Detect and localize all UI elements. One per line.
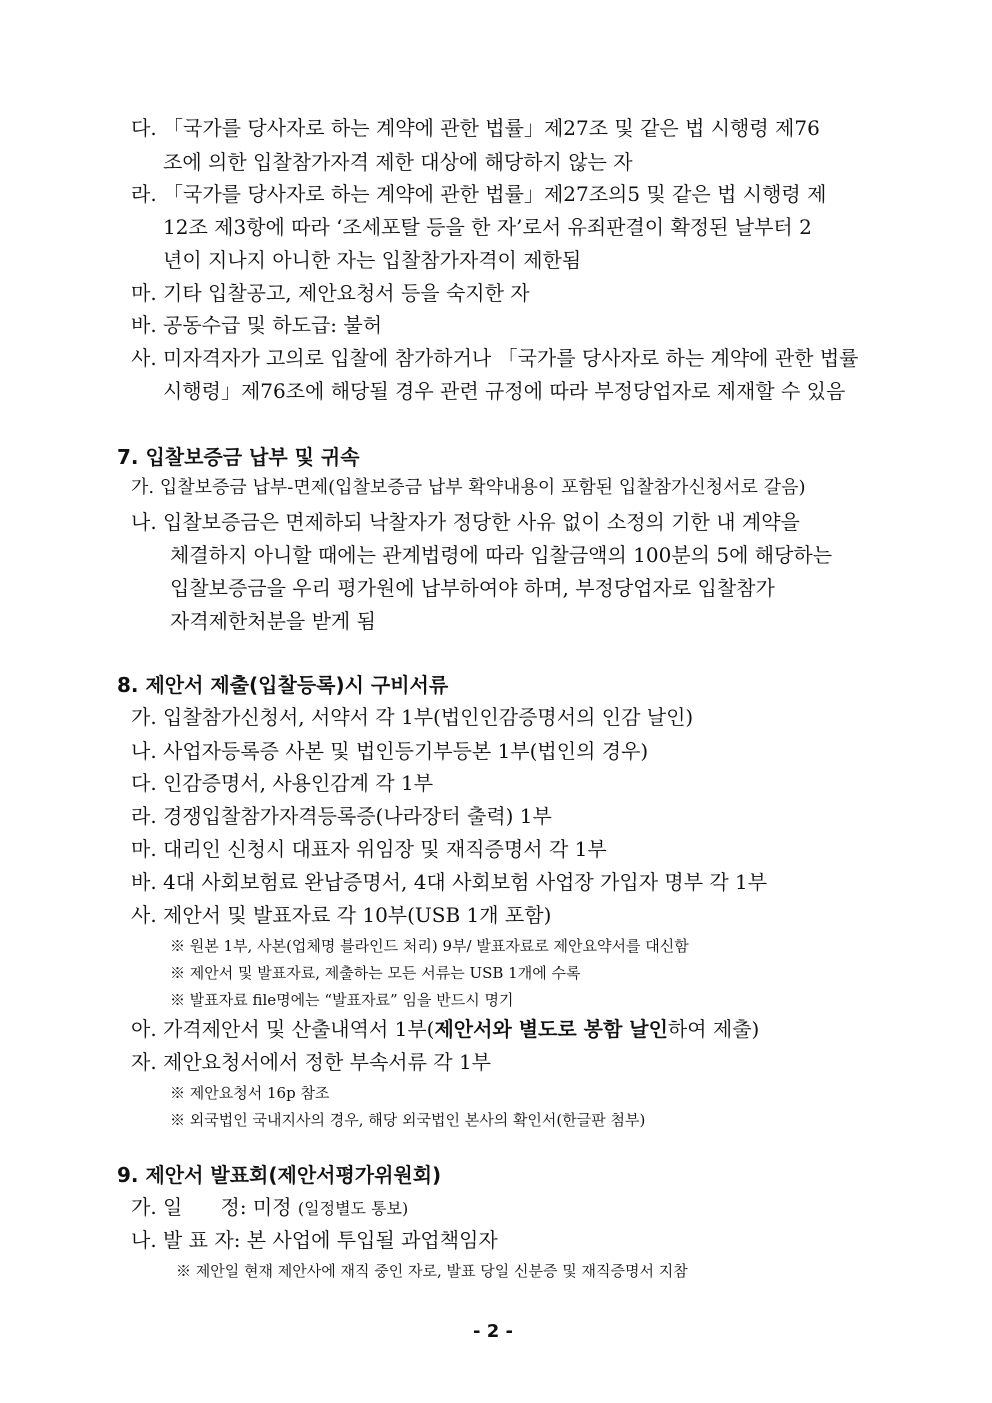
sec7-item-na-line2: 체결하지 아니할 때에는 관계법령에 따라 입찰금액의 100분의 5에 해당하는	[170, 543, 833, 567]
page-number: - 2 -	[473, 1321, 513, 1342]
sec6-item-ma: 마. 기타 입찰공고, 제안요청서 등을 숙지한 자	[131, 281, 530, 305]
sec8-sa-note-1: ※ 원본 1부, 사본(업체명 블라인드 처리) 9부/ 발표자료로 제안요약서를 대신함	[170, 937, 689, 955]
sec9-title: 9. 제안서 발표회(제안서평가위원회)	[117, 1163, 442, 1187]
sec9-item-ga	[131, 1197, 408, 1217]
sec7-item-na-line3: 입찰보증금을 우리 평가원에 납부하여야 하며, 부정당업자로 입찰참가	[170, 576, 775, 600]
sec7-item-ga: 가. 입찰보증금 납부-면제(입찰보증금 납부 확약내용이 포함된 입찰참가신청서로 갈음)	[131, 477, 806, 498]
sec8-sa-note-3: ※ 발표자료 file명에는 “발표자료” 임을 반드시 명기	[170, 991, 514, 1009]
sec8-item-ba: 바. 4대 사회보험료 완납증명서, 4대 사회보험 사업장 가입자 명부 각 1부	[131, 870, 768, 894]
sec8-title: 8. 제안서 제출(입찰등록)시 구비서류	[117, 673, 449, 697]
sec6-item-da-line2: 조에 의한 입찰참가자격 제한 대상에 해당하지 않는 자	[163, 150, 633, 174]
sec7-item-na-line1: 나. 입찰보증금은 면제하되 낙찰자가 정당한 사유 없이 소정의 기한 내 계약을	[131, 510, 800, 534]
sec9-item-ga-label: 가. 일 정: 미정	[131, 1195, 292, 1219]
sec9-item-na: 나. 발 표 자: 본 사업에 투입될 과업책임자	[131, 1228, 498, 1252]
sec8-item-a-pre: 아. 가격제안서 및 산출내역서 1부(	[131, 1017, 435, 1041]
sec8-ja-note-1: ※ 제안요청서 16p 참조	[170, 1084, 330, 1102]
sec8-item-da: 다. 인감증명서, 사용인감계 각 1부	[131, 771, 434, 795]
sec7-title: 7. 입찰보증금 납부 및 귀속	[117, 445, 360, 469]
sec9-item-ga-small: (일정별도 통보)	[297, 1199, 409, 1218]
sec8-item-ra: 라. 경쟁입찰참가자격등록증(나라장터 출력) 1부	[131, 804, 552, 828]
sec7-item-na-line4: 자격제한처분을 받게 됨	[170, 609, 376, 633]
sec6-item-ra-line2: 12조 제3항에 따라 ‘조세포탈 등을 한 자’로서 유죄판결이 확정된 날부터 2	[163, 215, 812, 239]
sec6-item-sa-line2: 시행령」제76조에 해당될 경우 관련 규정에 따라 부정당업자로 제재할 수 있음	[163, 379, 846, 403]
sec6-item-sa-line1: 사. 미자격자가 고의로 입찰에 참가하거나 「국가를 당사자로 하는 계약에 관한 법률	[131, 346, 859, 370]
sec8-item-a	[131, 1019, 759, 1039]
sec6-item-ra-line3: 년이 지나지 아니한 자는 입찰참가자격이 제한됨	[163, 248, 582, 272]
sec6-item-ra-line1: 라. 「국가를 당사자로 하는 계약에 관한 법률」제27조의5 및 같은 법 시행령 제	[131, 182, 827, 206]
sec8-item-a-post: 하여 제출)	[667, 1017, 760, 1041]
sec8-item-ma: 마. 대리인 신청시 대표자 위임장 및 재직증명서 각 1부	[131, 837, 607, 861]
sec9-note: ※ 제안일 현재 제안사에 재직 중인 자로, 발표 당일 신분증 및 재직증명서 지참	[176, 1262, 688, 1280]
sec8-item-na: 나. 사업자등록증 사본 및 법인등기부등본 1부(법인의 경우)	[131, 739, 649, 763]
sec8-item-sa: 사. 제안서 및 발표자료 각 10부(USB 1개 포함)	[131, 903, 552, 927]
sec8-item-ja: 자. 제안요청서에서 정한 부속서류 각 1부	[131, 1050, 491, 1074]
sec8-item-ga: 가. 입찰참가신청서, 서약서 각 1부(법인인감증명서의 인감 날인)	[131, 705, 694, 729]
sec8-ja-note-2: ※ 외국법인 국내지사의 경우, 해당 외국법인 본사의 확인서(한글판 첨부)	[170, 1111, 646, 1129]
sec6-item-da-line1: 다. 「국가를 당사자로 하는 계약에 관한 법률」제27조 및 같은 법 시행령 제76	[131, 116, 820, 140]
sec8-item-a-bold: 제안서와 별도로 봉함 날인	[434, 1017, 668, 1041]
sec8-sa-note-2: ※ 제안서 및 발표자료, 제출하는 모든 서류는 USB 1개에 수록	[170, 964, 581, 982]
sec6-item-ba: 바. 공동수급 및 하도급: 불허	[131, 313, 383, 337]
